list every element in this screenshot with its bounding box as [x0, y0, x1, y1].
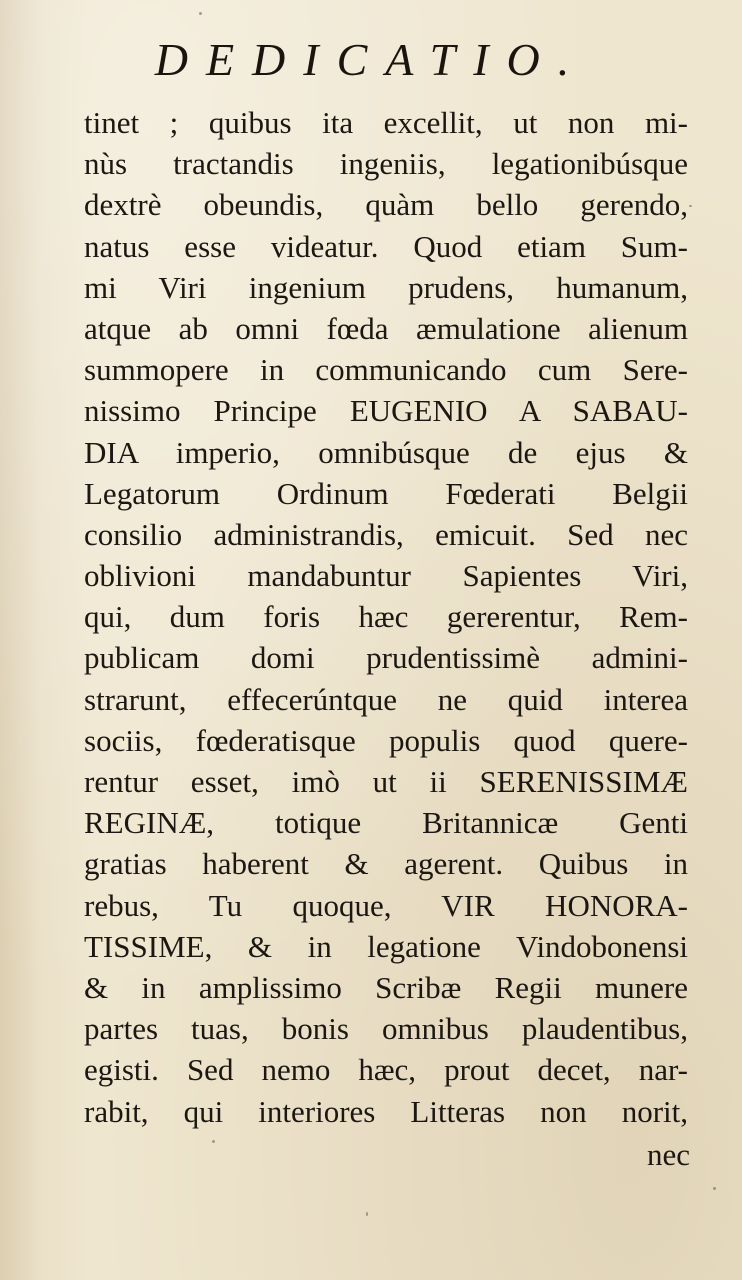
paper-speck: [689, 205, 692, 207]
text-line: oblivioni mandabuntur Sapientes Viri,: [84, 558, 688, 594]
text-line: TISSIME, & in legatione Vindobonensi: [84, 928, 688, 964]
text-line: rentur esset, imò ut ii SERENISSIMÆ: [84, 764, 688, 799]
text-line: summopere in communicando cum Sere-: [84, 352, 688, 388]
dedication-text: [84, 102, 688, 1132]
text-line: partes tuas, bonis omnibus plaudentibus,: [84, 1011, 688, 1047]
text-line: natus esse videatur. Quod etiam Sum-: [84, 228, 688, 264]
text-line: Legatorum Ordinum Fœderati Belgii: [84, 475, 688, 511]
running-title: DEDICATIO.: [154, 34, 588, 85]
text-line: egisti. Sed nemo hæc, prout decet, nar-: [84, 1052, 688, 1088]
text-line: publicam domi prudentissimè admini-: [84, 640, 688, 676]
text-line: nissimo Principe EUGENIO A SABAU-: [84, 393, 688, 429]
paper-speck: [713, 1187, 716, 1190]
text-line: atque ab omni fœda æmulatione alienum: [84, 310, 688, 346]
text-line: tinet ; quibus ita excellit, ut non mi-: [84, 105, 688, 140]
text-line: DIA imperio, omnibúsque de ejus &: [84, 434, 688, 470]
text-line: REGINÆ, totique Britannicæ Genti: [84, 805, 688, 841]
text-line: consilio administrandis, emicuit. Sed nec: [84, 516, 688, 552]
text-line: mi Viri ingenium prudens, humanum,: [84, 269, 688, 305]
text-line: rebus, Tu quoque, VIR HONORA-: [84, 887, 688, 923]
text-line: qui, dum foris hæc gererentur, Rem-: [84, 599, 688, 635]
text-line: strarunt, effecerúntque ne quid interea: [84, 681, 688, 717]
paper-speck: [199, 12, 202, 15]
text-line: & in amplissimo Scribæ Regii munere: [84, 969, 688, 1005]
catchword: nec: [646, 1137, 690, 1172]
text-line: dextrè obeundis, quàm bello gerendo,: [84, 187, 688, 223]
paper-speck: [212, 1140, 215, 1143]
text-line: sociis, fœderatisque populis quod querе-: [84, 722, 688, 758]
text-line: nùs tractandis ingeniis, legationibúsque: [84, 146, 688, 182]
paper-speck: [366, 1212, 368, 1216]
text-line: gratias haberent & agerent. Quibus in: [84, 846, 688, 882]
text-line: rabit, qui interiores Litteras non norit,: [84, 1093, 688, 1129]
